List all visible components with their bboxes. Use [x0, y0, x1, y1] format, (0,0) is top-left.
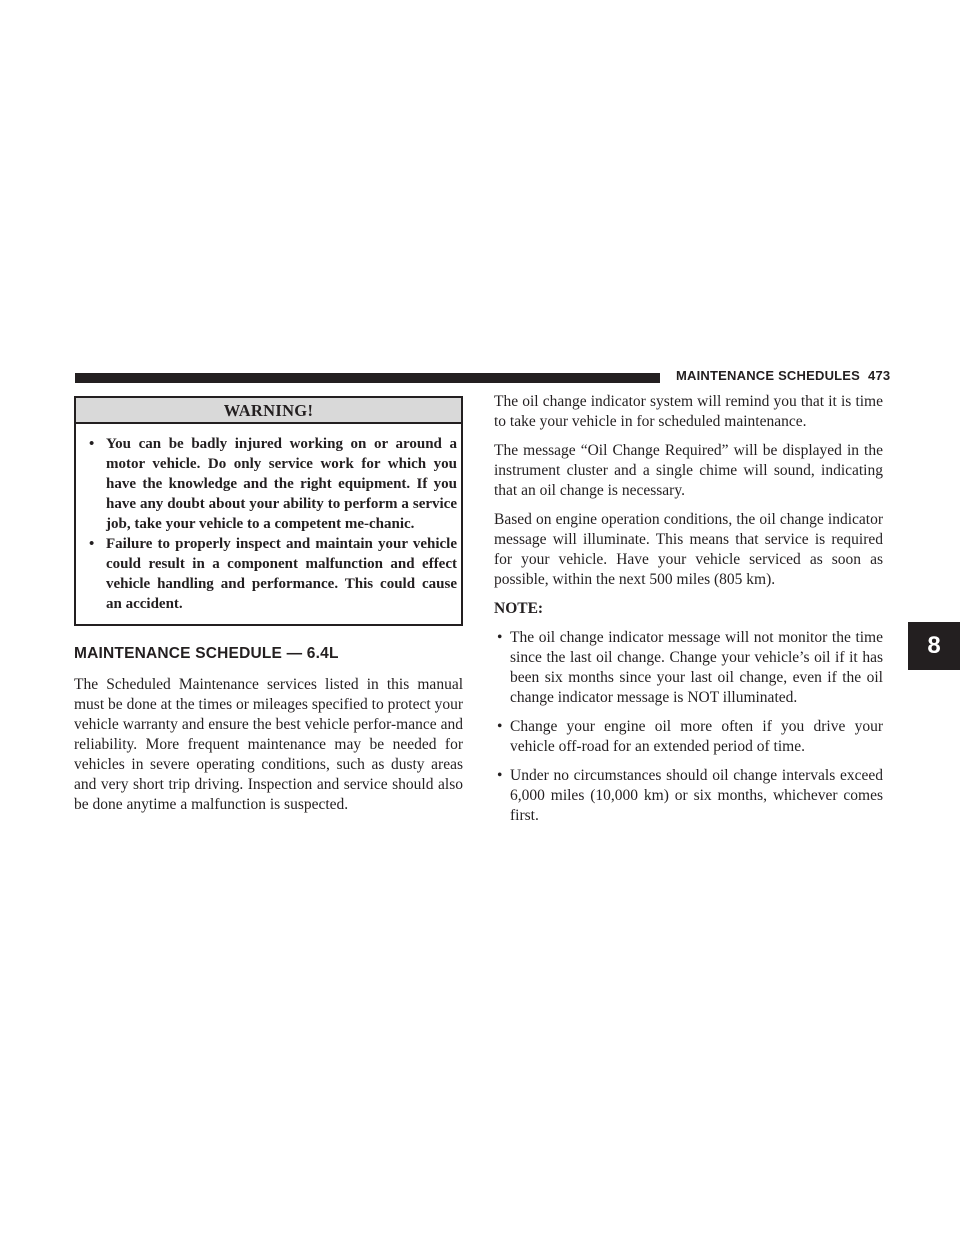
warning-title: WARNING! [76, 398, 461, 424]
warning-item [76, 534, 461, 614]
bullet-icon: • [497, 767, 503, 784]
left-column [74, 396, 463, 824]
page-number: 473 [868, 368, 891, 383]
note-item [494, 628, 883, 708]
bullet-icon: • [497, 718, 503, 735]
body-paragraph: The message “Oil Change Required” will be displayed in the instrument cluster and a single chime will sound, indicating that an oil change is necessary. [494, 442, 883, 499]
running-header [676, 368, 890, 383]
bullet-icon: • [89, 536, 95, 552]
section-paragraph: The Scheduled Maintenance services listed in this manual must be done at the times or mileages specified to protect your vehicle warranty and ensure the best vehicle perfor-mance and reliability. More frequent maintenance may be needed for vehicles in severe operating conditions, such as dusty areas and very short trip driving. Inspection and service should also be done anytime a malfunction is suspected. [74, 676, 463, 813]
warning-item-text: Failure to properly inspect and maintain your vehicle could result in a component malfunction and effect vehicle handling and performance. This could cause an accident. [106, 536, 457, 612]
bullet-icon: • [89, 436, 95, 452]
warning-list [76, 424, 461, 624]
warning-box [74, 396, 463, 626]
body-paragraph: The oil change indicator system will remind you that it is time to take your vehicle in for scheduled maintenance. [494, 393, 883, 430]
header-section-title: MAINTENANCE SCHEDULES [676, 368, 861, 383]
note-item-text: Under no circumstances should oil change intervals exceed 6,000 miles (10,000 km) or six months, whichever comes first. [510, 767, 883, 824]
chapter-tab: 8 [908, 622, 960, 670]
body-paragraph: Based on engine operation conditions, the oil change indicator message will illuminate. This means that service is required for your vehicle. Have your vehicle serviced as soon as possible, within the next 500 miles (805 km). [494, 511, 883, 588]
note-item-text: Change your engine oil more often if you drive your vehicle off-road for an extended period of time. [510, 718, 883, 755]
section-heading: MAINTENANCE SCHEDULE — 6.4L [74, 645, 339, 662]
note-item [494, 717, 883, 757]
header-rule [75, 373, 660, 383]
right-column [494, 392, 883, 835]
warning-item [76, 434, 461, 534]
note-label: NOTE: [494, 600, 544, 617]
note-item [494, 766, 883, 826]
note-item-text: The oil change indicator message will not monitor the time since the last oil change. Change your vehicle’s oil if it has been six months since your last oil change, even if the oil change indicator message is NOT illuminated. [510, 629, 883, 706]
warning-item-text: You can be badly injured working on or around a motor vehicle. Do only service work for which you have the knowledge and the right equipment. If you have any doubt about your ability to perform a service job, take your vehicle to a competent me-chanic. [106, 436, 457, 532]
bullet-icon: • [497, 629, 503, 646]
